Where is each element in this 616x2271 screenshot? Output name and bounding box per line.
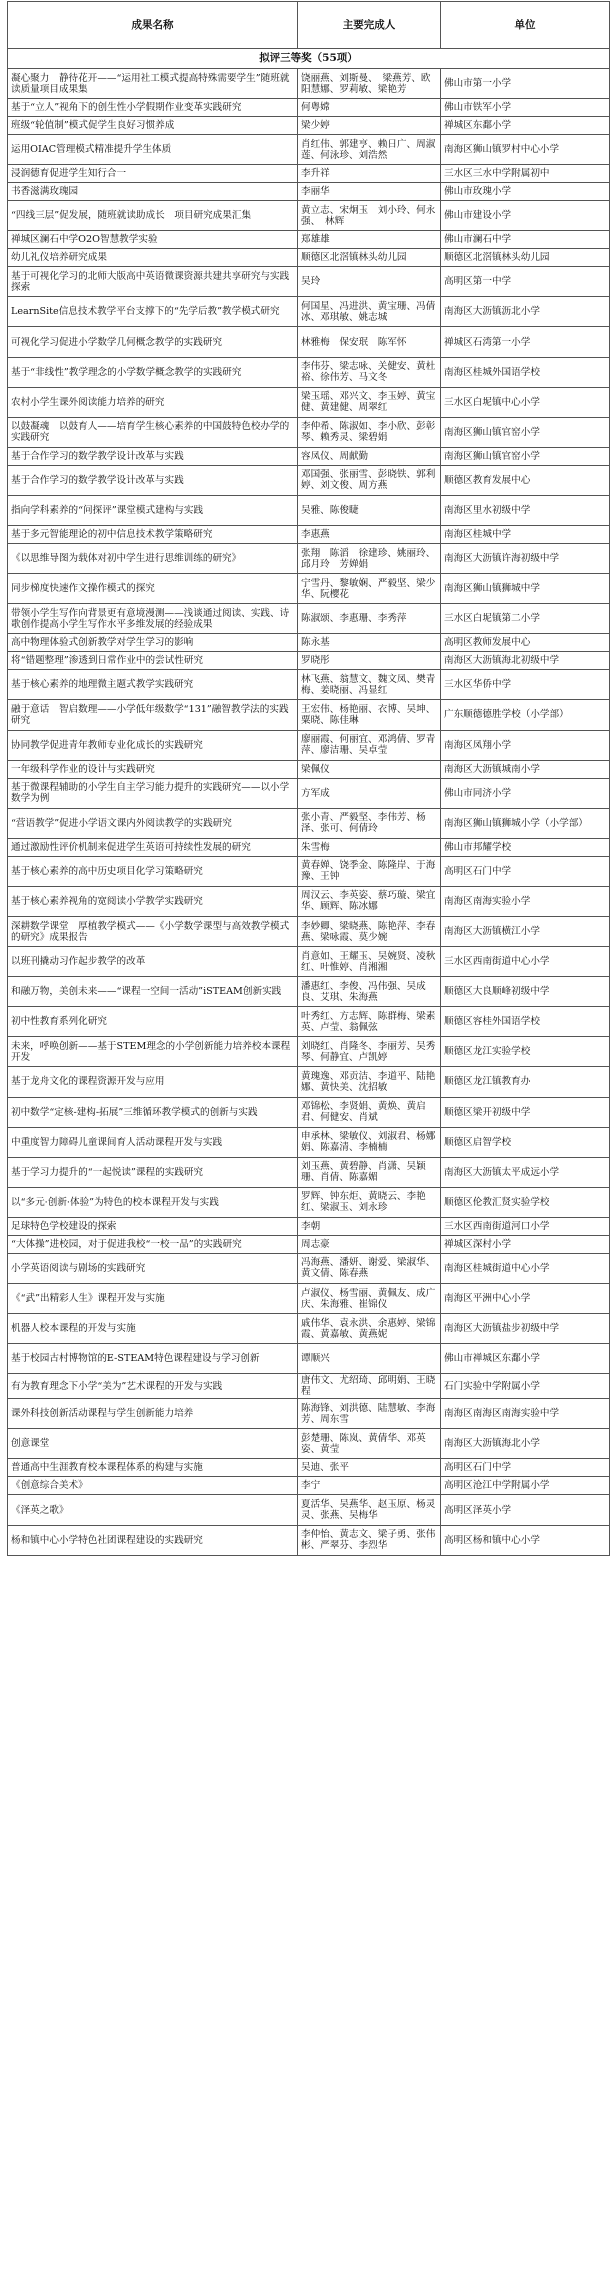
table-row xyxy=(8,886,610,916)
cell-unit: 南海区大沥镇城南小学 xyxy=(441,760,610,778)
cell-people: 刘玉燕、黄碧静、肖潇、吴颖珊、肖倩、陈嘉媚 xyxy=(298,1157,441,1187)
cell-name: 机器人校本课程的开发与实施 xyxy=(8,1314,298,1344)
cell-people: 廖丽霞、何丽宜、邓鸿倩、罗青萍、廖洁珊、吴卓莹 xyxy=(298,730,441,760)
table-row xyxy=(8,249,610,267)
cell-people: 李朝 xyxy=(298,1217,441,1235)
cell-people: 何国星、冯进洪、黄宝珊、冯倩冰、邓琪敏、姚志城 xyxy=(298,297,441,327)
cell-people: 方军成 xyxy=(298,778,441,808)
cell-unit: 南海区里水初级中学 xyxy=(441,495,610,525)
cell-unit: 南海区狮山镇罗村中心小学 xyxy=(441,135,610,165)
cell-name: 凝心聚力 静待花开——“运用社工模式提高特殊需要学生”随班就读质量项目成果集 xyxy=(8,69,298,99)
cell-people: 梁佩仪 xyxy=(298,760,441,778)
table-row xyxy=(8,838,610,856)
cell-unit: 南海区桂城街道中心小学 xyxy=(441,1253,610,1283)
cell-name: 创意课堂 xyxy=(8,1429,298,1459)
cell-people: 吴玲 xyxy=(298,267,441,297)
table-row xyxy=(8,652,610,670)
cell-unit: 南海区南海区南海实验中学 xyxy=(441,1399,610,1429)
cell-unit: 高明区石门中学 xyxy=(441,856,610,886)
cell-name: 班级“轮值制”模式促学生良好习惯养成 xyxy=(8,117,298,135)
table-row xyxy=(8,1235,610,1253)
cell-people: 周志豪 xyxy=(298,1235,441,1253)
header-name: 成果名称 xyxy=(8,2,298,49)
cell-unit: 高明区沧江中学附属小学 xyxy=(441,1477,610,1495)
cell-people: 叶秀红、方志辉、陈群梅、梁素英、卢莹、翁佩弦 xyxy=(298,1007,441,1037)
cell-people: 陈海锋、刘洪德、陆慧敏、李海芳、周东雪 xyxy=(298,1399,441,1429)
table-row xyxy=(8,1253,610,1283)
cell-people: 邓锦松、李贤娟、黄焕、黄启君、何健安、肖斌 xyxy=(298,1097,441,1127)
cell-people: 邓国强、张丽雪、彭晓铁、郭利婷、刘文俊、周方燕 xyxy=(298,465,441,495)
table-row xyxy=(8,267,610,297)
table-row xyxy=(8,69,610,99)
table-row xyxy=(8,327,610,357)
cell-unit: 顺德区北滘镇林头幼儿园 xyxy=(441,249,610,267)
group-title-row xyxy=(8,49,610,69)
cell-unit: 南海区大沥镇海北小学 xyxy=(441,1429,610,1459)
cell-unit: 三水区白坭镇第二小学 xyxy=(441,604,610,634)
table-row xyxy=(8,730,610,760)
cell-unit: 高明区教师发展中心 xyxy=(441,634,610,652)
table-row xyxy=(8,447,610,465)
cell-unit: 高明区石门中学 xyxy=(441,1459,610,1477)
cell-unit: 顺德区梁开初级中学 xyxy=(441,1097,610,1127)
cell-people: 何粤嫦 xyxy=(298,99,441,117)
table-row xyxy=(8,1477,610,1495)
cell-unit: 南海区大沥镇盐步初级中学 xyxy=(441,1314,610,1344)
cell-people: 彭楚珊、陈岚、黄倩华、邓英姿、黄莹 xyxy=(298,1429,441,1459)
cell-name: 农村小学生课外阅读能力培养的研究 xyxy=(8,387,298,417)
cell-people: 饶丽燕、刘斯曼、 梁燕芳、欧阳慧娜、罗莉敏、梁艳芳 xyxy=(298,69,441,99)
cell-name: 《“武”出精彩人生》课程开发与实施 xyxy=(8,1284,298,1314)
cell-people: 郑雄雄 xyxy=(298,231,441,249)
table-row xyxy=(8,604,610,634)
table-row xyxy=(8,231,610,249)
cell-unit: 顺德区伦教汇贤实验学校 xyxy=(441,1187,610,1217)
header-unit: 单位 xyxy=(441,2,610,49)
table-row xyxy=(8,808,610,838)
cell-unit: 顺德区教育发展中心 xyxy=(441,465,610,495)
cell-name: 基于龙舟文化的课程资源开发与应用 xyxy=(8,1067,298,1097)
table-row xyxy=(8,417,610,447)
cell-unit: 高明区泽英小学 xyxy=(441,1495,610,1525)
table-row xyxy=(8,1037,610,1067)
cell-name: 一年级科学作业的设计与实践研究 xyxy=(8,760,298,778)
cell-unit: 禅城区石湾第一小学 xyxy=(441,327,610,357)
cell-people: 罗辉、钟东炬、黄晓云、李艳红、梁淑玉、刘永珍 xyxy=(298,1187,441,1217)
cell-name: LearnSite信息技术教学平台支撑下的“先学后教”教学模式研究 xyxy=(8,297,298,327)
cell-people: 梁少婷 xyxy=(298,117,441,135)
table-row xyxy=(8,135,610,165)
cell-unit: 顺德区龙江镇教育办 xyxy=(441,1067,610,1097)
cell-name: 课外科技创新活动课程与学生创新能力培养 xyxy=(8,1399,298,1429)
table-row xyxy=(8,1399,610,1429)
table-row xyxy=(8,544,610,574)
cell-people: 黄春婵、饶季金、陈隆岸、于海豫、王钟 xyxy=(298,856,441,886)
cell-name: 初中性教育系列化研究 xyxy=(8,1007,298,1037)
cell-unit: 佛山市铁军小学 xyxy=(441,99,610,117)
cell-unit: 三水区西南街道河口小学 xyxy=(441,1217,610,1235)
cell-people: 林飞燕、翁慧文、魏文凤、樊青梅、姜晓丽、冯显红 xyxy=(298,670,441,700)
cell-people: 朱雪梅 xyxy=(298,838,441,856)
awards-table xyxy=(7,1,610,1556)
table-row xyxy=(8,183,610,201)
cell-name: 基于可视化学习的北师大版高中英语微课资源共建共享研究与实践探索 xyxy=(8,267,298,297)
cell-people: 陈淑颂、李惠珊、李秀萍 xyxy=(298,604,441,634)
table-row xyxy=(8,856,610,886)
table-row xyxy=(8,117,610,135)
cell-name: 基于核心素养视角的宽阅读小学教学实践研究 xyxy=(8,886,298,916)
cell-unit: 佛山市澜石中学 xyxy=(441,231,610,249)
cell-name: 以“多元·创新·体验”为特色的校本课程开发与实践 xyxy=(8,1187,298,1217)
table-row xyxy=(8,760,610,778)
table-row xyxy=(8,1067,610,1097)
table-row xyxy=(8,201,610,231)
cell-name: 协同教学促进青年教师专业化成长的实践研究 xyxy=(8,730,298,760)
cell-people: 罗晓彤 xyxy=(298,652,441,670)
table-row xyxy=(8,1097,610,1127)
cell-name: 和融万物，美创未来——“课程一空间一活动”iSTEAM创新实践 xyxy=(8,977,298,1007)
cell-name: 基于合作学习的数学教学设计改革与实践 xyxy=(8,447,298,465)
cell-name: “大体操”进校园，对于促进我校“一校一品”的实践研究 xyxy=(8,1235,298,1253)
cell-people: 顺德区北滘镇林头幼儿园 xyxy=(298,249,441,267)
table-row xyxy=(8,1217,610,1235)
cell-people: 黄立志、宋炯玉 刘小玲、何永强、 林辉 xyxy=(298,201,441,231)
cell-name: 杨和镇中心小学特色社团课程建设的实践研究 xyxy=(8,1525,298,1555)
cell-people: 刘晓红、肖隆冬、李丽芳、吴秀琴、何静宜、卢凯婷 xyxy=(298,1037,441,1067)
cell-people: 卢淑仪、杨雪丽、黄佩友、成广庆、朱海雅、崔锦仪 xyxy=(298,1284,441,1314)
cell-people: 李丽华 xyxy=(298,183,441,201)
cell-people: 王宏伟、杨艳丽、衣博、吴坤、粟晓、陈佳琳 xyxy=(298,700,441,730)
cell-unit: 南海区桂城外国语学校 xyxy=(441,357,610,387)
cell-unit: 佛山市玫瑰小学 xyxy=(441,183,610,201)
cell-people: 李升祥 xyxy=(298,165,441,183)
table-row xyxy=(8,670,610,700)
cell-unit: 顺德区龙江实验学校 xyxy=(441,1037,610,1067)
cell-unit: 南海区大沥镇海北初级中学 xyxy=(441,652,610,670)
table-row xyxy=(8,1157,610,1187)
cell-unit: 佛山市邦耀学校 xyxy=(441,838,610,856)
cell-unit: 顺德区大良顺峰初级中学 xyxy=(441,977,610,1007)
cell-people: 申承林、梁敏仪、刘淑君、杨娜娟、陈嘉清、李楠楠 xyxy=(298,1127,441,1157)
cell-people: 陈永基 xyxy=(298,634,441,652)
cell-people: 李宁 xyxy=(298,1477,441,1495)
table-row xyxy=(8,977,610,1007)
header-row xyxy=(8,2,610,49)
cell-name: 基于学习力提升的“一起悦读”课程的实践研究 xyxy=(8,1157,298,1187)
cell-unit: 南海区大沥镇沥北小学 xyxy=(441,297,610,327)
cell-unit: 南海区平洲中心小学 xyxy=(441,1284,610,1314)
cell-name: 《以思维导图为载体对初中学生进行思维训练的研究》 xyxy=(8,544,298,574)
cell-unit: 南海区大沥镇许海初级中学 xyxy=(441,544,610,574)
table-row xyxy=(8,1187,610,1217)
cell-name: 深耕数学课堂 厚植教学模式——《小学数学课型与高效教学模式的研究》成果报告 xyxy=(8,916,298,946)
cell-people: 张翔 陈滔 徐建珍、姚丽玲、邱月玲 芳婵娟 xyxy=(298,544,441,574)
cell-people: 肖红伟、郭建亨、赖日广、周淑莲、何泳珍、刘浩然 xyxy=(298,135,441,165)
cell-unit: 南海区桂城中学 xyxy=(441,526,610,544)
cell-name: 基于多元智能理论的初中信息技术教学策略研究 xyxy=(8,526,298,544)
cell-name: 带领小学生写作向背景更有意境漫测——浅谈通过阅读、实践、诗歌创作提高小学生写作水平多维发展的经验成果 xyxy=(8,604,298,634)
cell-people: 李仲希、陈淑如、李小欣、彭彰琴、赖秀灵、梁碧娟 xyxy=(298,417,441,447)
cell-people: 李仲怡、黄志文、梁子勇、张伟彬、严翠芬、李烈华 xyxy=(298,1525,441,1555)
table-row xyxy=(8,700,610,730)
cell-unit: 三水区白坭镇中心小学 xyxy=(441,387,610,417)
table-row xyxy=(8,1007,610,1037)
cell-unit: 石门实验中学附属小学 xyxy=(441,1374,610,1399)
cell-unit: 南海区狮山镇官窑小学 xyxy=(441,447,610,465)
cell-name: 书香滋满玫瑰园 xyxy=(8,183,298,201)
table-row xyxy=(8,526,610,544)
cell-unit: 南海区大沥镇横江小学 xyxy=(441,916,610,946)
cell-name: “四线三层”促发展，随班就读助成长 项目研究成果汇集 xyxy=(8,201,298,231)
cell-name: 小学英语阅读与剧场的实践研究 xyxy=(8,1253,298,1283)
cell-name: 中重度智力障碍儿童课间育人活动课程开发与实践 xyxy=(8,1127,298,1157)
cell-people: 夏活华、吴燕华、赵玉原、杨灵灵、张燕、吴梅华 xyxy=(298,1495,441,1525)
table-row xyxy=(8,99,610,117)
cell-people: 林雅梅 保安珉 陈军怀 xyxy=(298,327,441,357)
cell-name: 基于微课程辅助的小学生自主学习能力提升的实践研究——以小学数学为例 xyxy=(8,778,298,808)
cell-unit: 南海区狮山镇狮城小学（小学部） xyxy=(441,808,610,838)
cell-people: 谭顺兴 xyxy=(298,1344,441,1374)
cell-unit: 南海区凤翔小学 xyxy=(441,730,610,760)
cell-name: 未来，呼唤创新——基于STEM理念的小学创新能力培养校本课程开发 xyxy=(8,1037,298,1067)
cell-unit: 高明区第一中学 xyxy=(441,267,610,297)
cell-people: 戚伟华、袁永洪、余惠婷、梁锦霞、黄嘉敏、黄燕妮 xyxy=(298,1314,441,1344)
cell-unit: 三水区西南街道中心小学 xyxy=(441,947,610,977)
cell-people: 梁玉瑶、邓兴文、李玉婷、黄宝健、黄建健、周翠红 xyxy=(298,387,441,417)
table-row xyxy=(8,1374,610,1399)
cell-people: 唐伟文、尤绍琦、邱明娟、王晓程 xyxy=(298,1374,441,1399)
cell-name: 以班刊撬动习作起步教学的改革 xyxy=(8,947,298,977)
cell-name: 基于合作学习的数学教学设计改革与实践 xyxy=(8,465,298,495)
cell-people: 李妙卿、梁晓燕、陈艳萍、李春燕、梁咏霞、莫少婉 xyxy=(298,916,441,946)
cell-name: “营语教学”促进小学语文课内外阅读教学的实践研究 xyxy=(8,808,298,838)
cell-unit: 佛山市建设小学 xyxy=(441,201,610,231)
cell-name: 初中数学“定核-建构-拓展”三维循环教学模式的创新与实践 xyxy=(8,1097,298,1127)
table-row xyxy=(8,1344,610,1374)
table-row xyxy=(8,1459,610,1477)
cell-unit: 南海区狮山镇官窑小学 xyxy=(441,417,610,447)
table-row xyxy=(8,1284,610,1314)
cell-name: 指向学科素养的“问探评”课堂模式建构与实践 xyxy=(8,495,298,525)
table-row xyxy=(8,574,610,604)
table-row xyxy=(8,1127,610,1157)
cell-people: 容凤仪、周献勤 xyxy=(298,447,441,465)
table-row xyxy=(8,947,610,977)
cell-name: 将“错题整理”渗透到日常作业中的尝试性研究 xyxy=(8,652,298,670)
cell-people: 吴雅、陈俊睫 xyxy=(298,495,441,525)
cell-name: 《泽英之歌》 xyxy=(8,1495,298,1525)
cell-name: 足球特色学校建设的探索 xyxy=(8,1217,298,1235)
cell-name: 通过激励性评价机制来促进学生英语可持续性发展的研究 xyxy=(8,838,298,856)
cell-people: 张小青、严毅坚、李伟芳、杨泽、张可、何倩玲 xyxy=(298,808,441,838)
table-row xyxy=(8,357,610,387)
cell-people: 李惠燕 xyxy=(298,526,441,544)
table-body xyxy=(8,49,610,1556)
cell-name: 普通高中生涯教育校本课程体系的构建与实施 xyxy=(8,1459,298,1477)
cell-unit: 南海区大沥镇太平成远小学 xyxy=(441,1157,610,1187)
table-row xyxy=(8,465,610,495)
cell-unit: 佛山市禅城区东鄱小学 xyxy=(441,1344,610,1374)
cell-people: 冯海燕、潘妍、谢爱、梁淑华、黄文倩、陈春燕 xyxy=(298,1253,441,1283)
table-row xyxy=(8,778,610,808)
cell-name: 基于校园古村博物馆的E-STEAM特色课程建设与学习创新 xyxy=(8,1344,298,1374)
cell-name: 幼儿礼仪培养研究成果 xyxy=(8,249,298,267)
table-row xyxy=(8,1495,610,1525)
cell-name: 以鼓凝魂 以鼓育人——培育学生核心素养的中国鼓特色校办学的实践研究 xyxy=(8,417,298,447)
cell-name: 基于核心素养的高中历史项目化学习策略研究 xyxy=(8,856,298,886)
cell-unit: 禅城区东鄱小学 xyxy=(441,117,610,135)
cell-people: 吴迪、张平 xyxy=(298,1459,441,1477)
cell-people: 肖意如、王耀玉、吴婉贤、凌秋红、叶惟婷、肖湘湘 xyxy=(298,947,441,977)
cell-name: 基于核心素养的地理微主题式教学实践研究 xyxy=(8,670,298,700)
table-row xyxy=(8,916,610,946)
header-people: 主要完成人 xyxy=(298,2,441,49)
cell-people: 李伟芬、梁志咏、关健安、黄杜裕、徐伟芳、马文冬 xyxy=(298,357,441,387)
table-row xyxy=(8,297,610,327)
cell-name: 基于“立人”视角下的创生性小学假期作业变革实践研究 xyxy=(8,99,298,117)
table-row xyxy=(8,165,610,183)
cell-unit: 禅城区深村小学 xyxy=(441,1235,610,1253)
cell-name: 融于意话 智启数理——小学低年级数学“131”融智教学法的实践研究 xyxy=(8,700,298,730)
cell-name: 禅城区澜石中学O2O智慧教学实验 xyxy=(8,231,298,249)
cell-unit: 三水区华侨中学 xyxy=(441,670,610,700)
table-row xyxy=(8,634,610,652)
cell-unit: 南海区南海实验小学 xyxy=(441,886,610,916)
table-row xyxy=(8,495,610,525)
cell-people: 周汉云、李英姿、蔡巧璇、梁宜华、顾辉、陈冰娜 xyxy=(298,886,441,916)
cell-people: 宁雪丹、黎敏娴、严毅坚、梁少华、阮樱花 xyxy=(298,574,441,604)
cell-unit: 广东顺德德胜学校（小学部） xyxy=(441,700,610,730)
group-title: 拟评三等奖（55项） xyxy=(8,49,610,69)
cell-name: 基于“非线性”教学理念的小学数学概念教学的实践研究 xyxy=(8,357,298,387)
cell-unit: 佛山市第一小学 xyxy=(441,69,610,99)
cell-unit: 顺德区启智学校 xyxy=(441,1127,610,1157)
cell-unit: 顺德区容桂外国语学校 xyxy=(441,1007,610,1037)
cell-name: 可视化学习促进小学数学几何概念教学的实践研究 xyxy=(8,327,298,357)
cell-unit: 佛山市同济小学 xyxy=(441,778,610,808)
cell-unit: 三水区三水中学附属初中 xyxy=(441,165,610,183)
cell-people: 潘惠红、李俊、冯伟强、吴成良、艾琪、朱海燕 xyxy=(298,977,441,1007)
cell-people: 黄瑰逸、邓贡洁、李道平、陆艳娜、黄快美、沈招敏 xyxy=(298,1067,441,1097)
table-row xyxy=(8,387,610,417)
cell-name: 有为教育理念下小学“美为”艺术课程的开发与实践 xyxy=(8,1374,298,1399)
table-row xyxy=(8,1314,610,1344)
table-row xyxy=(8,1525,610,1555)
cell-name: 《创意综合美术》 xyxy=(8,1477,298,1495)
cell-name: 运用OIAC管理模式精准提升学生体质 xyxy=(8,135,298,165)
cell-unit: 南海区狮山镇狮城中学 xyxy=(441,574,610,604)
cell-name: 同步梯度快速作文操作模式的探究 xyxy=(8,574,298,604)
cell-name: 高中物理体验式创新教学对学生学习的影响 xyxy=(8,634,298,652)
table-row xyxy=(8,1429,610,1459)
cell-name: 浸润德育促进学生知行合一 xyxy=(8,165,298,183)
cell-unit: 高明区杨和镇中心小学 xyxy=(441,1525,610,1555)
